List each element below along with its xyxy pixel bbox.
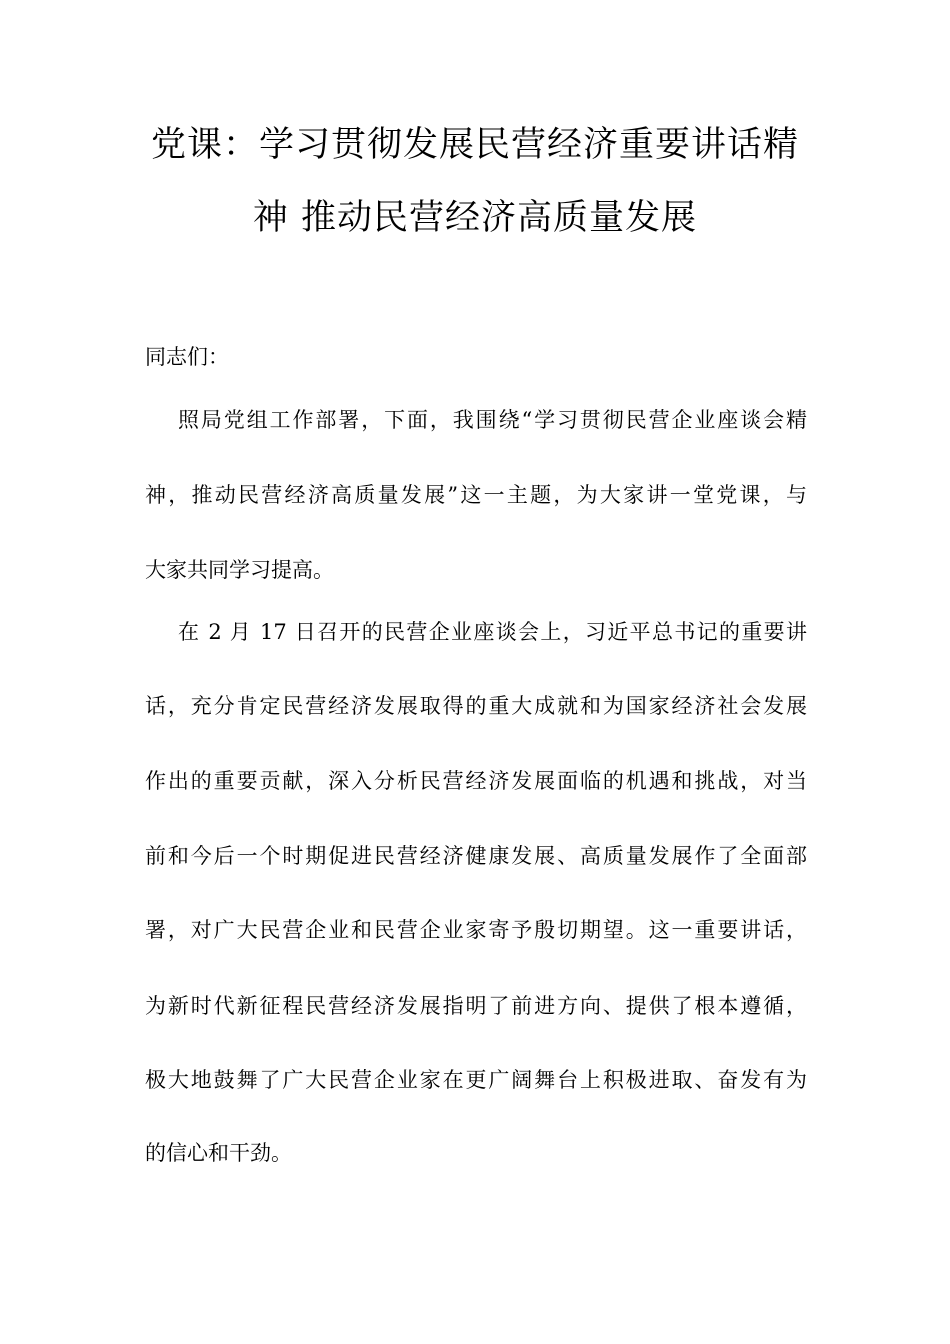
paragraph-line: 前和今后一个时期促进民营经济健康发展、高质量发展作了全面部 <box>145 844 807 868</box>
paragraph-line: 大家共同学习提高。 <box>145 558 334 582</box>
paragraph-line: 照局党组工作部署，下面，我围绕“学习贯彻民营企业座谈会精 <box>178 408 807 432</box>
paragraph-line: 署，对广大民营企业和民营企业家寄予殷切期望。这一重要讲话， <box>145 918 807 942</box>
paragraph-line: 在 2 月 17 日召开的民营企业座谈会上，习近平总书记的重要讲 <box>178 620 807 644</box>
salutation: 同志们： <box>145 345 229 369</box>
paragraph-line: 为新时代新征程民营经济发展指明了前进方向、提供了根本遵循， <box>145 994 807 1018</box>
title-line-1: 党课：学习贯彻发展民营经济重要讲话精 <box>150 125 799 165</box>
paragraph-line: 神，推动民营经济高质量发展”这一主题，为大家讲一堂党课，与 <box>145 483 807 507</box>
paragraph-line: 极大地鼓舞了广大民营企业家在更广阔舞台上积极进取、奋发有为 <box>145 1068 807 1092</box>
paragraph-line: 的信心和干劲。 <box>145 1141 292 1165</box>
paragraph-line: 话，充分肯定民营经济发展取得的重大成就和为国家经济社会发展 <box>145 694 807 718</box>
title-line-2: 神 推动民营经济高质量发展 <box>252 198 698 238</box>
paragraph-line: 作出的重要贡献，深入分析民营经济发展面临的机遇和挑战，对当 <box>145 769 807 793</box>
